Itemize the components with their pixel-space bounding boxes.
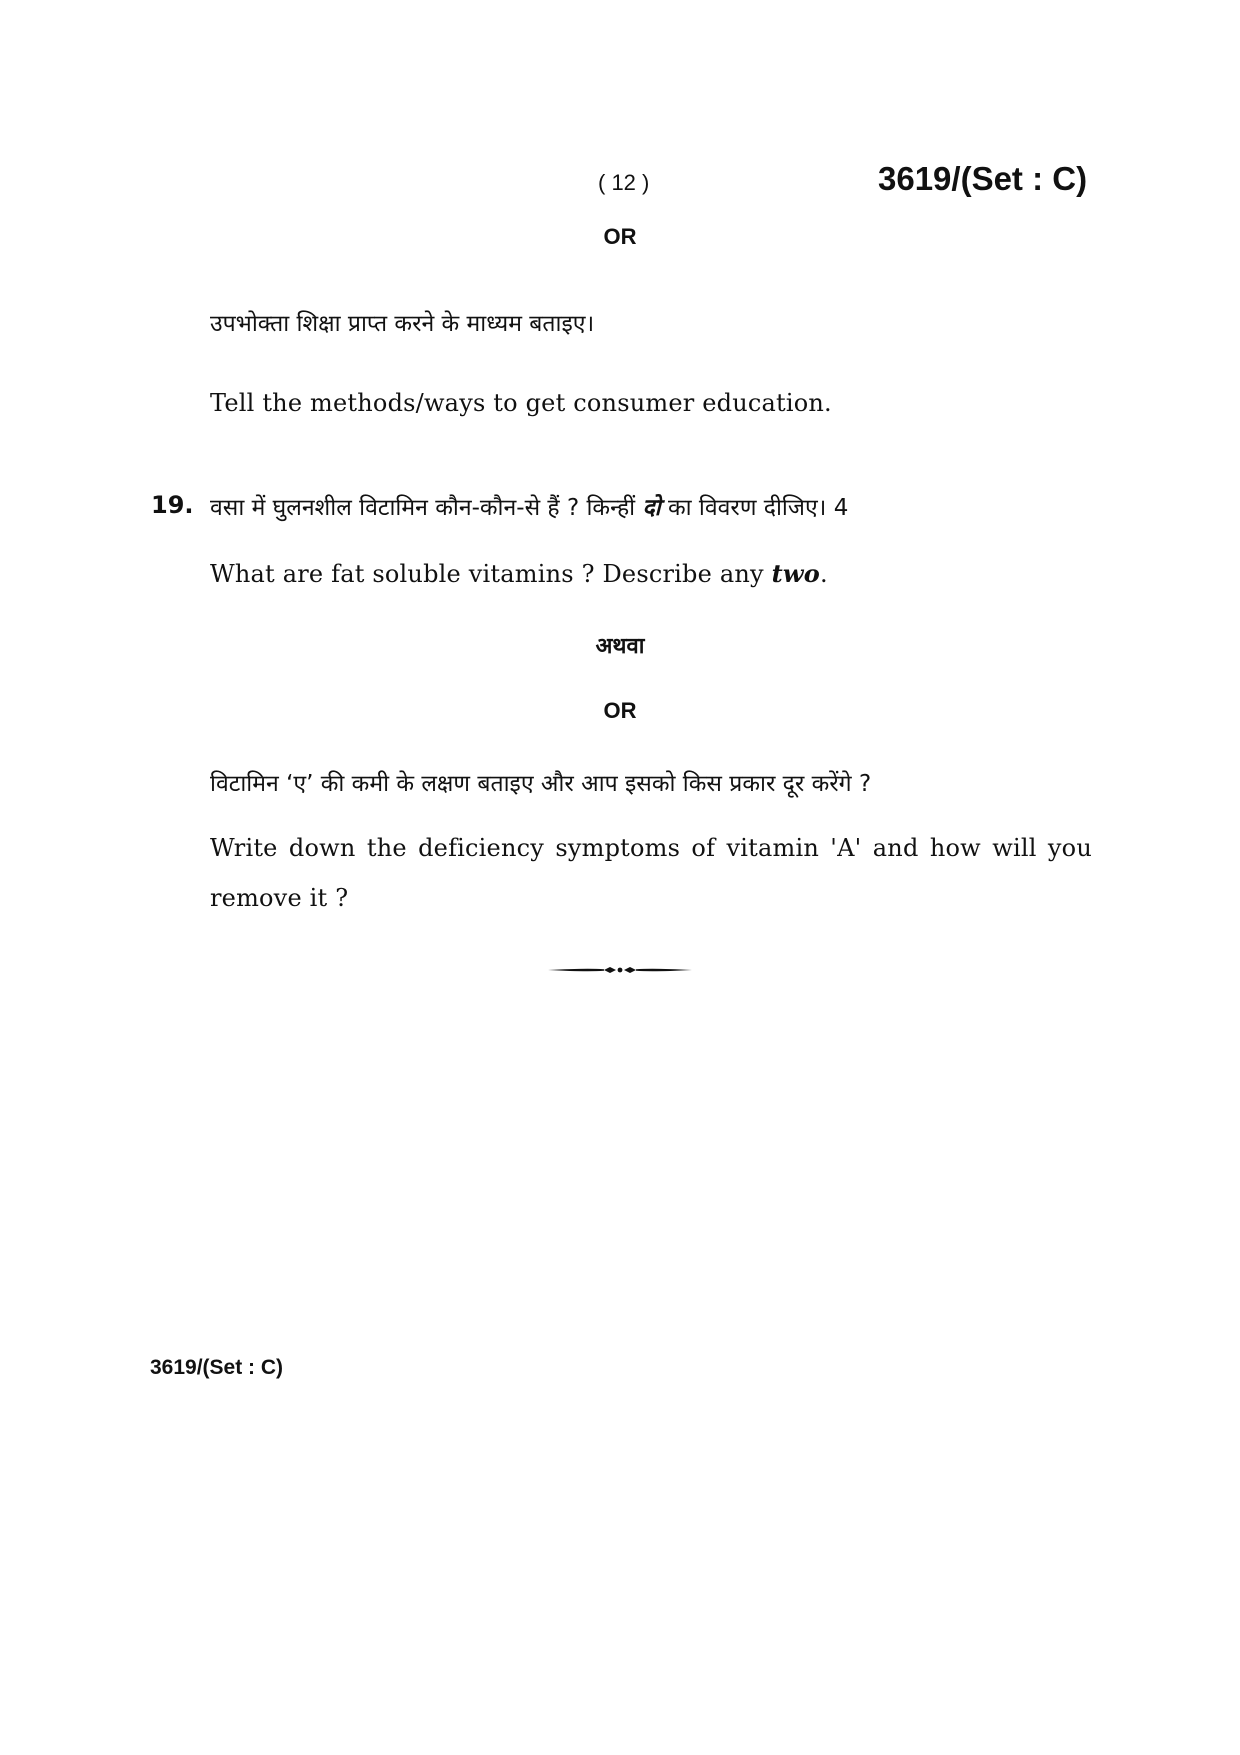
ornamental-end-divider-icon — [546, 962, 694, 982]
english-question-19-text: What are fat soluble vitamins ? Describe any — [210, 560, 764, 588]
hindi-question-19-text-end: का विवरण दीजिए। — [667, 495, 827, 521]
english-question-18-alt: Tell the methods/ways to get consumer education. — [210, 389, 832, 417]
english-emphasis-two: two — [771, 559, 820, 588]
hindi-emphasis-two: दो — [642, 495, 661, 521]
english-or-label: OR — [603, 698, 637, 723]
hindi-question-19-alt: विटामिन ‘ए’ की कमी के लक्षण बताइए और आप इसको किस प्रकार दूर करेंगे ? — [210, 771, 872, 797]
footer-paper-code: 3619/(Set : C) — [150, 1356, 284, 1379]
hindi-question-19 — [210, 490, 848, 522]
question-number-19: 19. — [151, 491, 194, 519]
or-label: OR — [603, 224, 637, 249]
english-question-19 — [210, 559, 828, 588]
english-question-19-alt-line2: remove it ? — [210, 884, 349, 912]
english-question-19-period: . — [819, 560, 828, 588]
english-question-19-alt-line1: Write down the deficiency symptoms of vitamin 'A' and how will you — [210, 834, 1092, 862]
hindi-question-19-text: वसा में घुलनशील विटामिन कौन-कौन-से हैं ? किन्हीं — [210, 495, 636, 521]
page-number: ( 12 ) — [598, 170, 650, 195]
hindi-question-18-alt: उपभोक्ता शिक्षा प्राप्त करने के माध्यम बताइए। — [210, 311, 595, 337]
header-paper-code: 3619/(Set : C) — [878, 160, 1088, 197]
hindi-or-label: अथवा — [595, 634, 645, 659]
question-19-marks: 4 — [833, 495, 849, 521]
